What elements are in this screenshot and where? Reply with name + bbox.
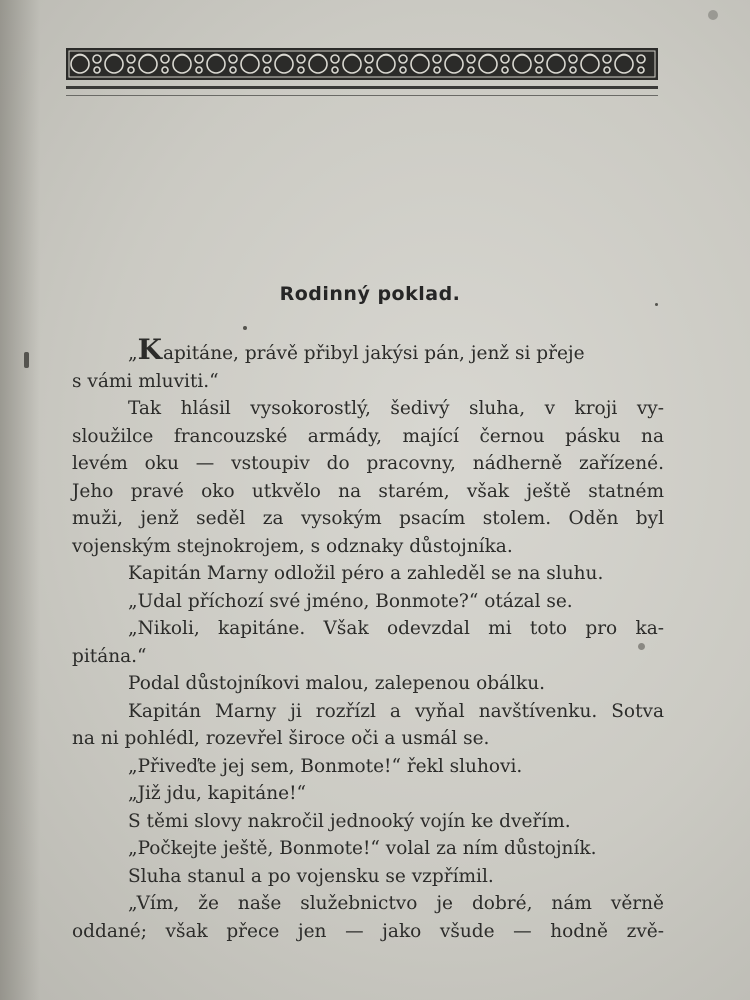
paper-speck (638, 643, 645, 650)
text-line: sloužilce francouzské armády, mající černou pásku na (72, 425, 664, 447)
paper-speck (655, 303, 658, 306)
paper-speck (708, 10, 718, 20)
text-line: levém oku — vstoupiv do pracovny, nádherně zařízené. (72, 453, 664, 474)
text-line: „Přiveďte jej sem, Bonmote!“ řekl sluhovi. (128, 755, 523, 777)
chapter-title: Rodinný poklad. (279, 283, 461, 305)
text-line: „Kapitáne, právě přibyl jakýsi pán, jenž si přeje (128, 333, 585, 366)
drop-cap-letter: K (137, 333, 163, 366)
chapter-body-text (72, 333, 664, 945)
text-line: Kapitán Marny odložil péro a zahleděl se na sluhu. (128, 563, 604, 584)
text-line: s vámi mluviti.“ (72, 370, 219, 392)
text-line: Tak hlásil vysokorostlý, šedivý sluha, v kroji vy- (128, 398, 664, 419)
text-line: „Nikoli, kapitáne. Však odevzdal mi toto pro ka- (128, 618, 664, 639)
text-line: S těmi slovy nakročil jednooký vojín ke dveřím. (128, 810, 571, 832)
decorative-header-ornament (66, 48, 658, 80)
text-line: na ni pohlédl, rozevřel široce oči a usmál se. (72, 728, 490, 749)
text-line: „Již jdu, kapitáne!“ (128, 783, 307, 804)
text-line: vojenským stejnokrojem, s odznaky důstojníka. (72, 535, 513, 557)
text-line: „Vím, že naše služebnictvo je dobré, nám věrně (128, 893, 664, 914)
text-line: „Udal příchozí své jméno, Bonmote?“ otázal se. (128, 590, 573, 612)
text-line: Sluha stanul a po vojensku se vzpřímil. (128, 865, 494, 887)
text-line: „Počkejte ještě, Bonmote!“ volal za ním důstojník. (128, 838, 597, 859)
header-rule-thick (66, 86, 658, 89)
text-line: muži, jenž seděl za vysokým psacím stolem. Oděn byl (72, 508, 664, 529)
header-rule-thin (66, 95, 658, 96)
text-line: pitána.“ (72, 645, 147, 667)
text-line: Kapitán Marny ji rozřízl a vyňal navštívenku. Sotva (128, 700, 664, 722)
text-line: Podal důstojníkovi malou, zalepenou obálku. (128, 673, 546, 694)
text-line: Jeho pravé oko utkvělo na starém, však ještě statném (72, 480, 664, 502)
text-line: oddané; však přece jen — jako všude — hodně zvě- (72, 920, 664, 942)
page-gutter-shadow (0, 0, 40, 1000)
paper-speck (243, 326, 247, 330)
paper-speck (24, 352, 29, 368)
